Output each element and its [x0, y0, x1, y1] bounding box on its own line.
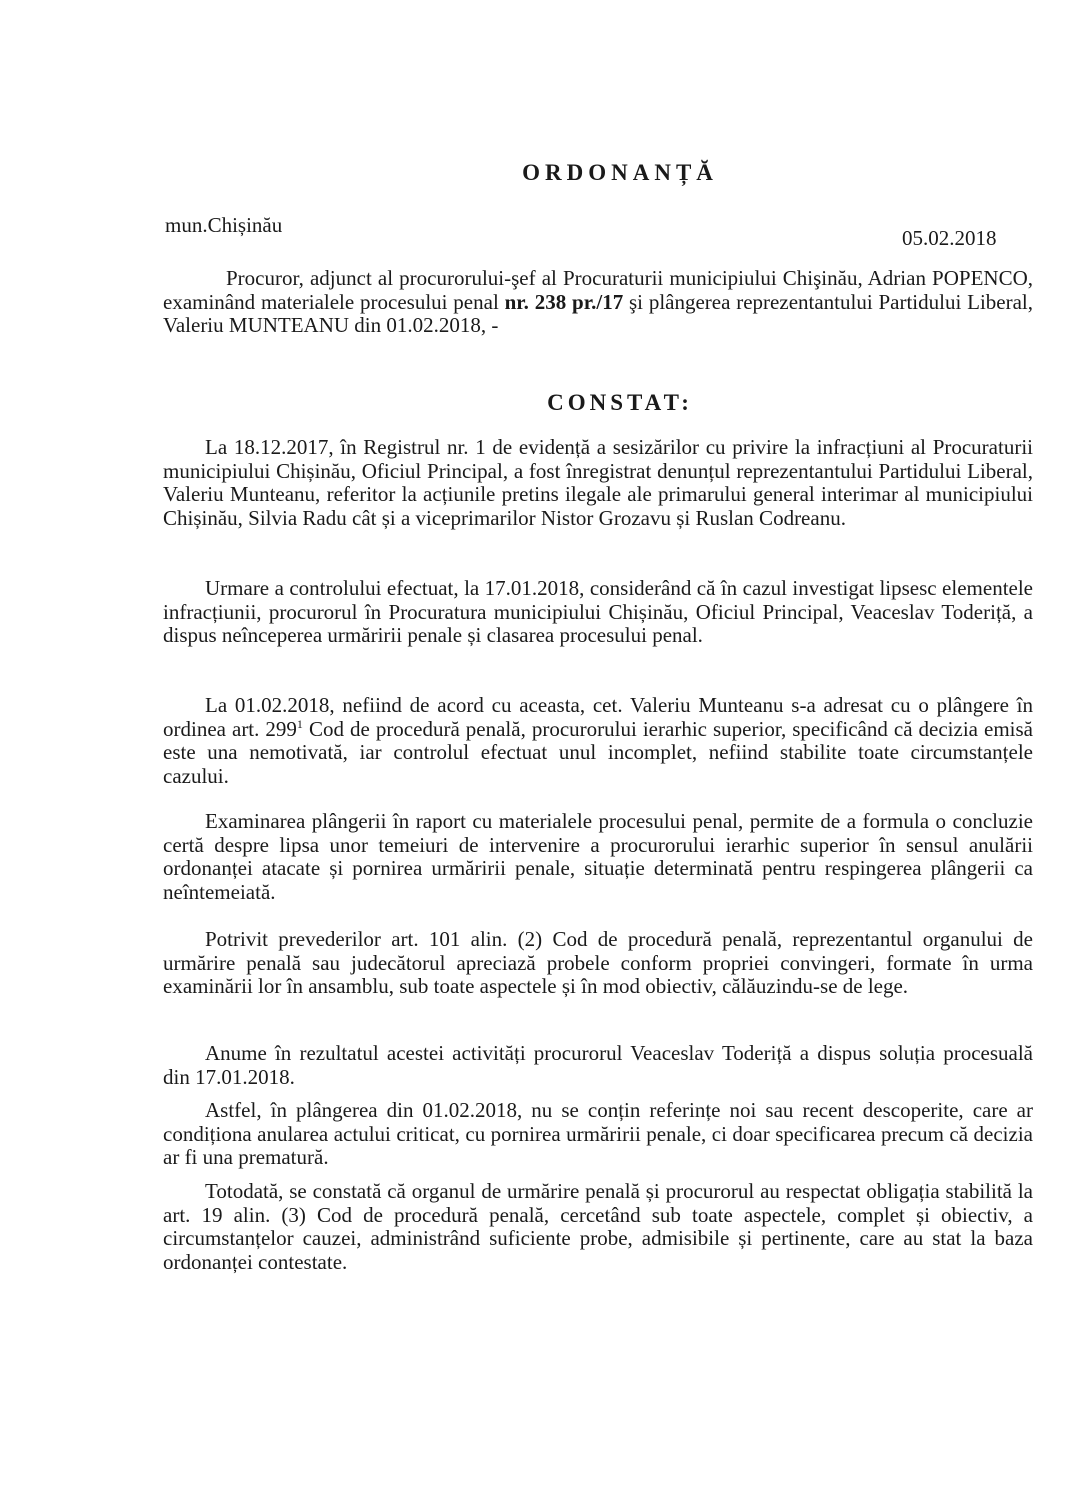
document-title: ORDONANȚĂ — [522, 160, 718, 185]
paragraph-registration: La 18.12.2017, în Registrul nr. 1 de evidență a sesizărilor cu privire la infracțiuni al Procuraturii municipiului Chișinău, Oficiul Principal, a fost înregistrat denunțul reprezentantului Partidului Liberal, Valeriu Munteanu, referitor la acțiunile pretins ilegale ale primarului general interimar al municipiului Chișinău, Silvia Radu cât și a viceprimarilor Nistor Grozavu și Ruslan Codreanu. — [163, 435, 1033, 530]
paragraph-article-19: Totodată, se constată că organul de urmărire penală și procurorul au respectat obligația stabilită la art. 19 alin. (3) Cod de procedură penală, cercetând sub toate aspectele, complet și obiectiv, a circumstanțelor cauzei, administrând suficiente probe, admisibile și pertinente, care au stat la baza ordonanței contestate. — [163, 1179, 1033, 1274]
paragraph-complaint-part1: La 01.02.2018, nefiind de acord cu aceasta, cet. Valeriu Munteanu s-a adresat cu o plângere în ordinea art. 299 — [163, 693, 1033, 741]
intro-paragraph — [163, 267, 1033, 338]
paragraph-complaint — [163, 694, 1033, 788]
intro-text-part2: şi plângerea reprezentantului Partidului Liberal, Valeriu MUNTEANU din 01.02.2018, - — [163, 289, 1034, 337]
article-superscript: 1 — [296, 716, 303, 731]
case-number: nr. 238 pr./17 — [504, 289, 624, 314]
paragraph-solution: Anume în rezultatul acestei activități procurorul Veaceslav Toderiță a dispus soluția procesuală din 17.01.2018. — [163, 1041, 1033, 1089]
paragraph-complaint-part2: Cod de procedură penală, procurorului ierarhic superior, specificând că decizia emisă este una nemotivată, iar controlul efectuat unul incomplet, nefiind stabilite toate circumstanțele cazului. — [163, 716, 1034, 788]
paragraph-control-result: Urmare a controlului efectuat, la 17.01.2018, considerând că în cazul investigat lipsesc elementele infracțiunii, procurorul în Procuratura municipiului Chișinău, Oficiul Principal, Veaceslav Toderiță, a dispus neînceperea urmăririi penale și clasarea procesului penal. — [163, 576, 1033, 647]
document-date: 05.02.2018 — [902, 226, 997, 250]
document-place: mun.Chișinău — [165, 213, 283, 237]
paragraph-article-101: Potrivit prevederilor art. 101 alin. (2) Cod de procedură penală, reprezentantul organului de urmărire penală sau judecătorul apreciază probele conform propriei convingeri, formate în urma examinării lor în ansamblu, sub toate aspectele și în mod obiectiv, călăuzindu-se de lege. — [163, 927, 1033, 998]
paragraph-examination: Examinarea plângerii în raport cu materialele procesului penal, permite de a formula o concluzie certă despre lipsa unor temeiuri de intervenire a procurorului ierarhic superior în sensul anulării ordonanței atacate și pornirea urmăririi penale, situație determinată pentru respingerea plângerii ca neîntemeiată. — [163, 809, 1033, 904]
intro-text-part1: Procuror, adjunct al procurorului-şef al Procuraturii municipiului Chişinău, Adrian POPENCO, examinând materialele procesului penal — [163, 266, 1033, 314]
section-heading-constat: CONSTAT: — [547, 390, 693, 415]
paragraph-no-new-references: Astfel, în plângerea din 01.02.2018, nu se conțin referințe noi sau recent descoperite, care ar condiționa anularea actului criticat, cu pornirea urmăririi penale, ci doar specificarea precum că decizia ar fi una prematură. — [163, 1098, 1033, 1169]
